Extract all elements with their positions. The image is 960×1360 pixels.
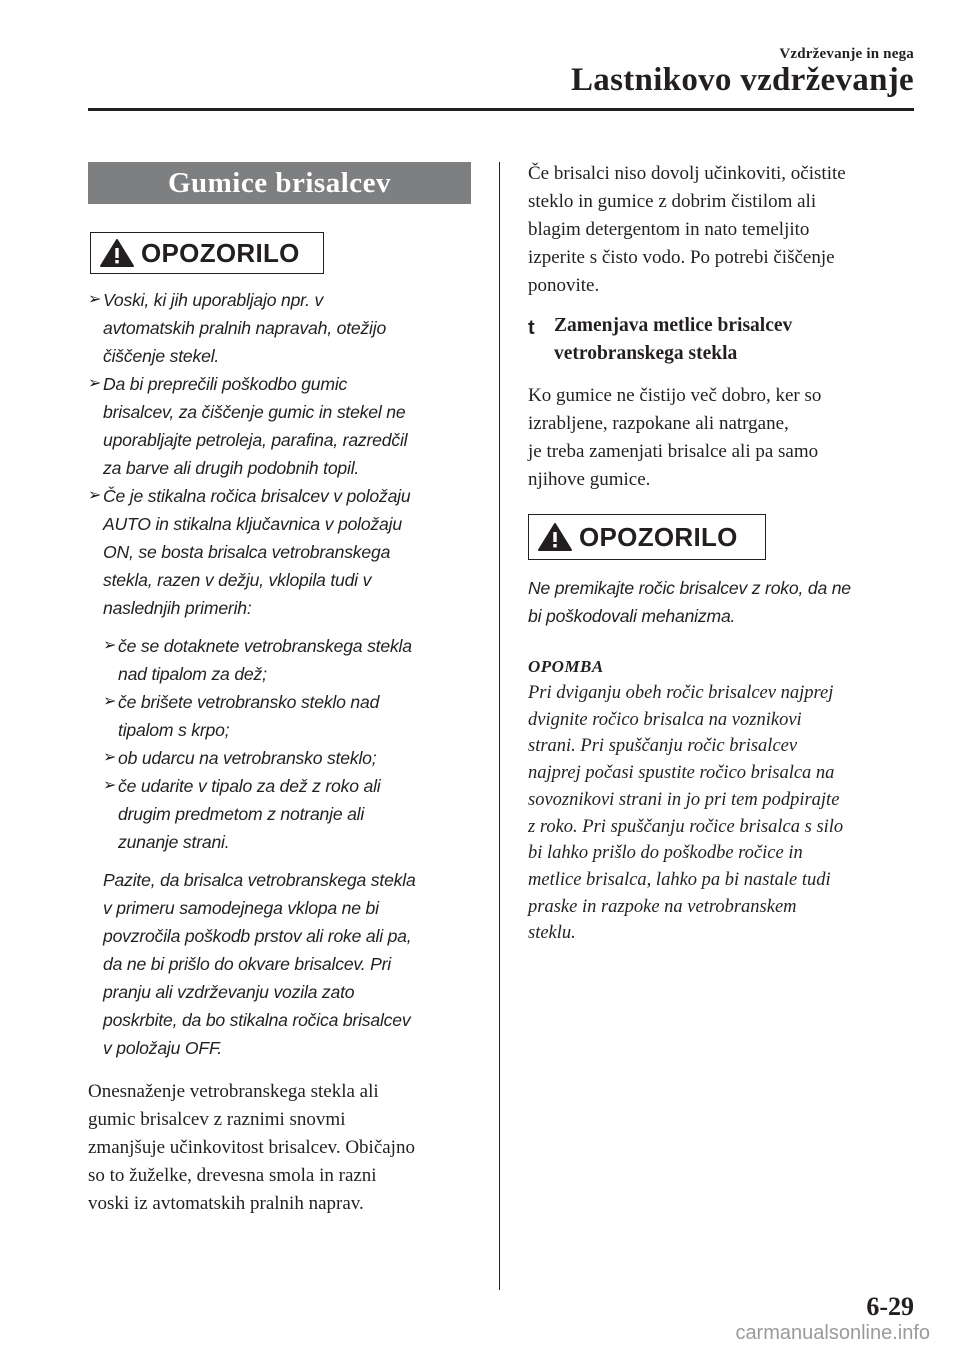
warning-triangle-icon: [537, 522, 573, 552]
note-line: sovoznikovi strani in jo pri tem podpirajte: [528, 789, 840, 810]
bullet-line: če udarite v tipalo za dež z roko ali: [118, 776, 381, 796]
note-body: [528, 680, 918, 947]
warning-content: [88, 286, 472, 1062]
warning-triangle-icon: [99, 238, 135, 268]
note-line: steklu.: [528, 923, 576, 944]
note-title: OPOMBA: [528, 657, 604, 676]
warning-sub-bullet: [103, 632, 472, 688]
bullet-line: stekla, razen v dežju, vklopila tudi v: [103, 570, 372, 590]
note-block: [528, 654, 918, 947]
paragraph-line: so to žuželke, drevesna smola in razni: [88, 1165, 377, 1186]
paragraph-line: je treba zamenjati brisalce ali pa samo: [528, 441, 819, 462]
subheading-marker: t: [528, 317, 535, 339]
warning-sub-bullet: [103, 744, 472, 772]
arrowhead-bullet-icon: ➢: [88, 487, 102, 504]
warning-sub-bullet: [103, 688, 472, 744]
arrowhead-bullet-icon: ➢: [103, 693, 117, 710]
arrowhead-bullet-icon: ➢: [103, 777, 117, 794]
bullet-line: Da bi preprečili poškodbo gumic: [103, 374, 348, 394]
body-paragraph: [88, 1078, 472, 1218]
warning-bullet: [88, 286, 472, 370]
topic-heading: Gumice brisalcev: [88, 162, 471, 204]
header-rule: [88, 108, 914, 111]
subheading-line: vetrobranskega stekla: [554, 343, 738, 364]
paragraph-line: bi poškodovali mehanizma.: [528, 606, 736, 626]
arrowhead-bullet-icon: ➢: [103, 749, 117, 766]
paragraph-line: povzročila poškodb prstov ali roke ali pa,: [103, 926, 412, 946]
subheading-line: Zamenjava metlice brisalcev: [554, 315, 793, 336]
note-line: metlice brisalca, lahko pa bi nastale tudi: [528, 869, 831, 890]
warning-box: [90, 232, 324, 274]
paragraph-line: Ne premikajte ročic brisalcev z roko, da ne: [528, 578, 851, 598]
note-line: strani. Pri spuščanju ročic brisalcev: [528, 736, 798, 757]
paragraph-line: voski iz avtomatskih pralnih naprav.: [88, 1193, 364, 1214]
paragraph-line: steklo in gumice z dobrim čistilom ali: [528, 191, 817, 212]
bullet-line: čiščenje stekel.: [103, 346, 220, 366]
warning-label: OPOZORILO: [579, 521, 738, 552]
note-line: bi lahko prišlo do poškodbe ročice in: [528, 843, 803, 864]
page-number: 6-29: [866, 1292, 914, 1321]
paragraph-line: Pazite, da brisalca vetrobranskega stekla: [103, 870, 416, 890]
bullet-line: če brišete vetrobransko steklo nad: [118, 692, 380, 712]
watermark: carmanualsonline.info: [735, 1322, 930, 1344]
paragraph-line: blagim detergentom in nato temeljito: [528, 219, 810, 240]
bullet-line: avtomatskih pralnih napravah, otežijo: [103, 318, 387, 338]
bullet-line: brisalcev, za čiščenje gumic in stekel ne: [103, 402, 406, 422]
bullet-line: drugim predmetom z notranje ali: [118, 804, 365, 824]
left-column: [88, 162, 472, 1218]
bullet-line: ob udarcu na vetrobransko steklo;: [118, 748, 377, 768]
paragraph-line: gumic brisalcev z raznimi snovmi: [88, 1109, 346, 1130]
bullet-line: naslednjih primerih:: [103, 598, 252, 618]
warning-bullet: [88, 482, 472, 622]
bullet-line: ON, se bosta brisalca vetrobranskega: [103, 542, 391, 562]
intro-paragraph: [528, 160, 918, 300]
arrowhead-bullet-icon: ➢: [88, 291, 102, 308]
bullet-line: AUTO in stikalna ključavnica v položaju: [103, 514, 402, 534]
arrowhead-bullet-icon: ➢: [88, 375, 102, 392]
chapter-title: Vzdrževanje in nega: [779, 46, 914, 62]
bullet-line: Voski, ki jih uporabljajo npr. v: [103, 290, 324, 310]
caution-paragraph: [88, 866, 472, 1062]
column-divider: [499, 162, 500, 1290]
section-title: Lastnikovo vzdrževanje: [571, 62, 914, 98]
paragraph-line: izperite s čisto vodo. Po potrebi čiščenje: [528, 247, 835, 268]
warning-bullet: [88, 370, 472, 482]
paragraph-line: da ne bi prišlo do okvare brisalcev. Pri: [103, 954, 391, 974]
arrowhead-bullet-icon: ➢: [103, 637, 117, 654]
note-line: najprej počasi spustite ročico brisalca na: [528, 763, 835, 784]
paragraph-line: njihove gumice.: [528, 469, 651, 490]
bullet-line: zunanje strani.: [118, 832, 230, 852]
bullet-line: uporabljajte petroleja, parafina, razredčil: [103, 430, 408, 450]
bullet-line: tipalom s krpo;: [118, 720, 230, 740]
warning-text: [528, 574, 918, 630]
note-line: Pri dviganju obeh ročic brisalcev najprej: [528, 683, 834, 703]
bullet-line: nad tipalom za dež;: [118, 664, 267, 684]
note-line: praske in razpoke na vetrobranskem: [528, 896, 797, 917]
paragraph-line: poskrbite, da bo stikalna ročica brisalcev: [103, 1010, 411, 1030]
warning-sub-bullet: [103, 772, 472, 856]
paragraph-line: Onesnaženje vetrobranskega stekla ali: [88, 1081, 379, 1102]
warning-label: OPOZORILO: [141, 237, 300, 268]
paragraph-line: izrabljene, razpokane ali natrgane,: [528, 413, 789, 434]
bullet-line: če se dotaknete vetrobranskega stekla: [118, 636, 412, 656]
paragraph-line: Če brisalci niso dovolj učinkoviti, očistite: [528, 163, 846, 184]
paragraph-line: zmanjšuje učinkovitost brisalcev. Običajno: [88, 1137, 415, 1158]
note-line: z roko. Pri spuščanju ročice brisalca s silo: [528, 816, 844, 837]
note-line: dvignite ročico brisalca na voznikovi: [528, 709, 802, 730]
paragraph-line: pranju ali vzdrževanju vozila zato: [103, 982, 355, 1002]
subheading: [528, 312, 918, 368]
paragraph-line: ponovite.: [528, 275, 600, 296]
warning-box: [528, 514, 766, 560]
right-column: [528, 160, 918, 947]
paragraph-line: v položaju OFF.: [103, 1038, 222, 1058]
bullet-line: Če je stikalna ročica brisalcev v položaju: [103, 486, 411, 506]
bullet-line: za barve ali drugih podobnih topil.: [103, 458, 360, 478]
paragraph-line: Ko gumice ne čistijo več dobro, ker so: [528, 385, 822, 406]
replace-paragraph: [528, 382, 918, 494]
paragraph-line: v primeru samodejnega vklopa ne bi: [103, 898, 379, 918]
